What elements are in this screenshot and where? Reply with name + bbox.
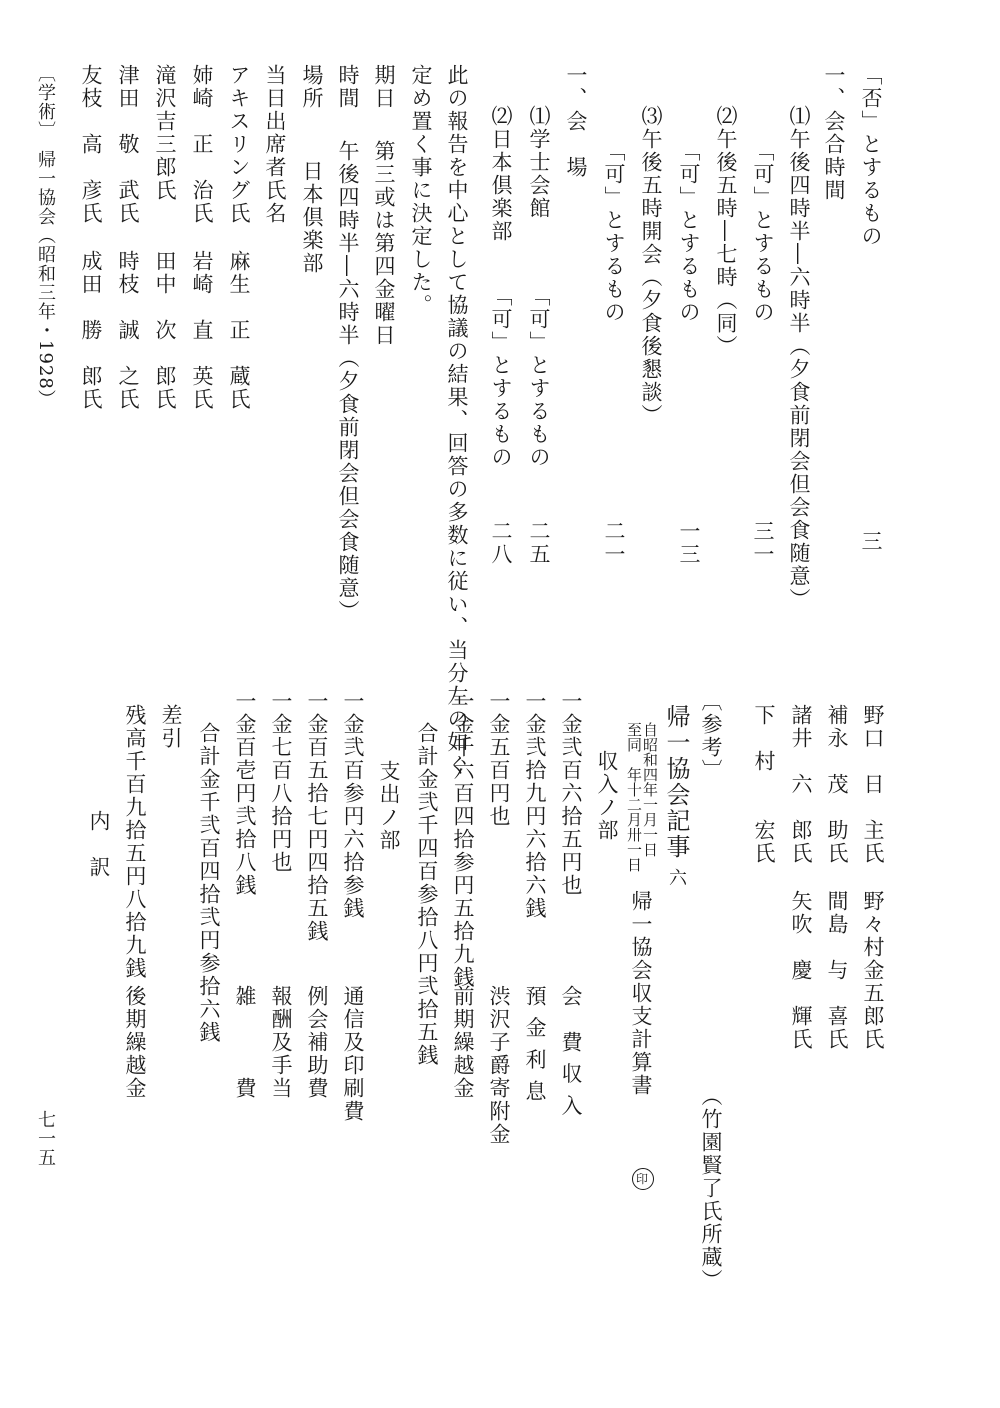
attendee-name: 滝沢吉三郎氏 xyxy=(153,64,177,202)
running-footer: 〔学術〕 帰一協会（昭和三年・1928） xyxy=(35,64,56,409)
field-label: 場所 xyxy=(300,64,324,110)
ledger-item: 会 費 収 入 xyxy=(559,985,583,1118)
text-column: 「否」とするもの xyxy=(859,64,883,248)
record-title-text: 帰一協会記事 xyxy=(662,704,690,860)
ledger-amount: 一金百五拾七円四拾五銭 xyxy=(305,690,329,943)
count-number: 三 xyxy=(859,530,883,553)
section-heading: 収入ノ部 xyxy=(595,750,619,842)
ledger-item: 前期繰越金 xyxy=(451,985,475,1100)
period-to: 至同 年十二月卅一日 xyxy=(625,722,643,872)
attendee-name: 下 村 宏氏 xyxy=(752,704,776,865)
attendee-name: 姉崎 正 治氏 xyxy=(190,64,214,225)
period-from: 自昭和四年一月一日 xyxy=(641,722,659,857)
text-column: ⑴午後四時半―六時半（夕食前閉会但会食随意） xyxy=(787,105,811,611)
attendee-name: 田中 次 郎氏 xyxy=(153,250,177,411)
ledger-item: 報酬及手当 xyxy=(269,985,293,1100)
field-value: 第三或は第四金曜日 xyxy=(372,140,396,347)
text-column: 「可」とするもの xyxy=(602,140,626,324)
ledger-item: 雑 費 xyxy=(233,985,257,1100)
ledger-amount: 一金千六百四拾参円五拾九銭 xyxy=(451,690,475,989)
field-value: 日本倶楽部 xyxy=(300,160,324,275)
count-number: 二八 xyxy=(489,520,513,566)
ledger-amount: 一金七百八拾円也 xyxy=(269,690,293,874)
provenance-note: （竹園賢了氏所蔵） xyxy=(699,1085,723,1292)
ledger-total: 合計金弐千四百参拾八円弐拾五銭 xyxy=(415,722,439,1067)
ledger-item: 渋沢子爵寄附金 xyxy=(487,985,511,1146)
ledger-amount: 一金弐拾九円六拾六銭 xyxy=(523,690,547,920)
text-column: ⑵日本倶楽部 xyxy=(489,105,513,243)
ledger-item: 預 金 利 息 xyxy=(523,985,547,1104)
ledger-amount: 一金弐百参円六拾参銭 xyxy=(341,690,365,920)
record-number: 六 xyxy=(666,868,687,887)
attendee-name: 諸井 六 郎氏 xyxy=(789,704,813,865)
text-column: 「可」とするもの xyxy=(527,285,551,469)
ledger-total: 合計金千弐百四拾弐円参拾六銭 xyxy=(197,722,221,1044)
statement-title: 帰一協会収支計算書 xyxy=(629,890,653,1097)
ledger-amount: 一金五百円也 xyxy=(487,690,511,828)
record-title xyxy=(664,704,688,887)
attendee-name: 矢吹 慶 輝氏 xyxy=(789,890,813,1051)
count-number: 三一 xyxy=(751,520,775,566)
text-column: 「可」とするもの xyxy=(489,285,513,469)
text-column: ⑴学士会館 xyxy=(527,105,551,220)
ledger-amount: 一金弐百六拾五円也 xyxy=(559,690,583,897)
ledger-amount: 一金百壱円弐拾八銭 xyxy=(233,690,257,897)
difference-label: 差引 xyxy=(159,704,183,750)
attendee-name: 野口 日 主氏 xyxy=(861,704,885,865)
attendee-name: 補永 茂 助氏 xyxy=(825,704,849,865)
breakdown-label: 内 訳 xyxy=(87,810,111,879)
text-column: 「可」とするもの xyxy=(751,140,775,324)
attendee-name: 野々村金五郎氏 xyxy=(861,890,885,1051)
attendee-name: 時枝 誠 之氏 xyxy=(116,250,140,411)
paragraph-line: 此の報告を中心として協議の結果、回答の多数に従い、当分左の如く xyxy=(445,64,469,777)
ledger-item: 通信及印刷費 xyxy=(341,985,365,1123)
attendee-name: 津田 敬 武氏 xyxy=(116,64,140,225)
attendee-name: 麻生 正 蔵氏 xyxy=(227,250,251,411)
attendee-name: 友枝 高 彦氏 xyxy=(79,64,103,225)
page-number: 七一五 xyxy=(35,1110,56,1167)
reference-label: 〔参考〕 xyxy=(699,690,723,782)
attendee-name: 成田 勝 郎氏 xyxy=(79,250,103,411)
field-value: 午後四時半―六時半（夕食前閉会但会食随意） xyxy=(336,140,360,623)
seal-glyph: 印 xyxy=(632,1168,654,1190)
text-column: ⑶午後五時開会（夕食後懇談） xyxy=(639,105,663,427)
field-label: 期日 xyxy=(372,64,396,110)
section-heading: 一、会合時間 xyxy=(822,64,846,202)
field-label: 時間 xyxy=(336,64,360,110)
balance-amount: 残高千百九拾五円八拾九銭 xyxy=(123,704,147,980)
text-column: ⑵午後五時―七時（同） xyxy=(714,105,738,358)
section-heading: 支出ノ部 xyxy=(377,760,401,852)
count-number: 二五 xyxy=(527,520,551,566)
ledger-item: 後期繰越金 xyxy=(123,985,147,1100)
text-column: 「可」とするもの xyxy=(677,140,701,324)
seal-mark xyxy=(632,1168,654,1190)
attendee-name: 岩崎 直 英氏 xyxy=(190,250,214,411)
attendee-name: 間島 与 喜氏 xyxy=(825,890,849,1051)
count-number: 二一 xyxy=(602,520,626,566)
paragraph-line: 定め置く事に決定した。 xyxy=(409,64,433,317)
count-number: 一三 xyxy=(677,520,701,566)
ledger-item: 例会補助費 xyxy=(305,985,329,1100)
attendees-heading: 当日出席者氏名 xyxy=(263,64,287,225)
section-heading: 一、会 場 xyxy=(564,64,588,179)
attendee-name: アキスリング氏 xyxy=(227,64,251,225)
